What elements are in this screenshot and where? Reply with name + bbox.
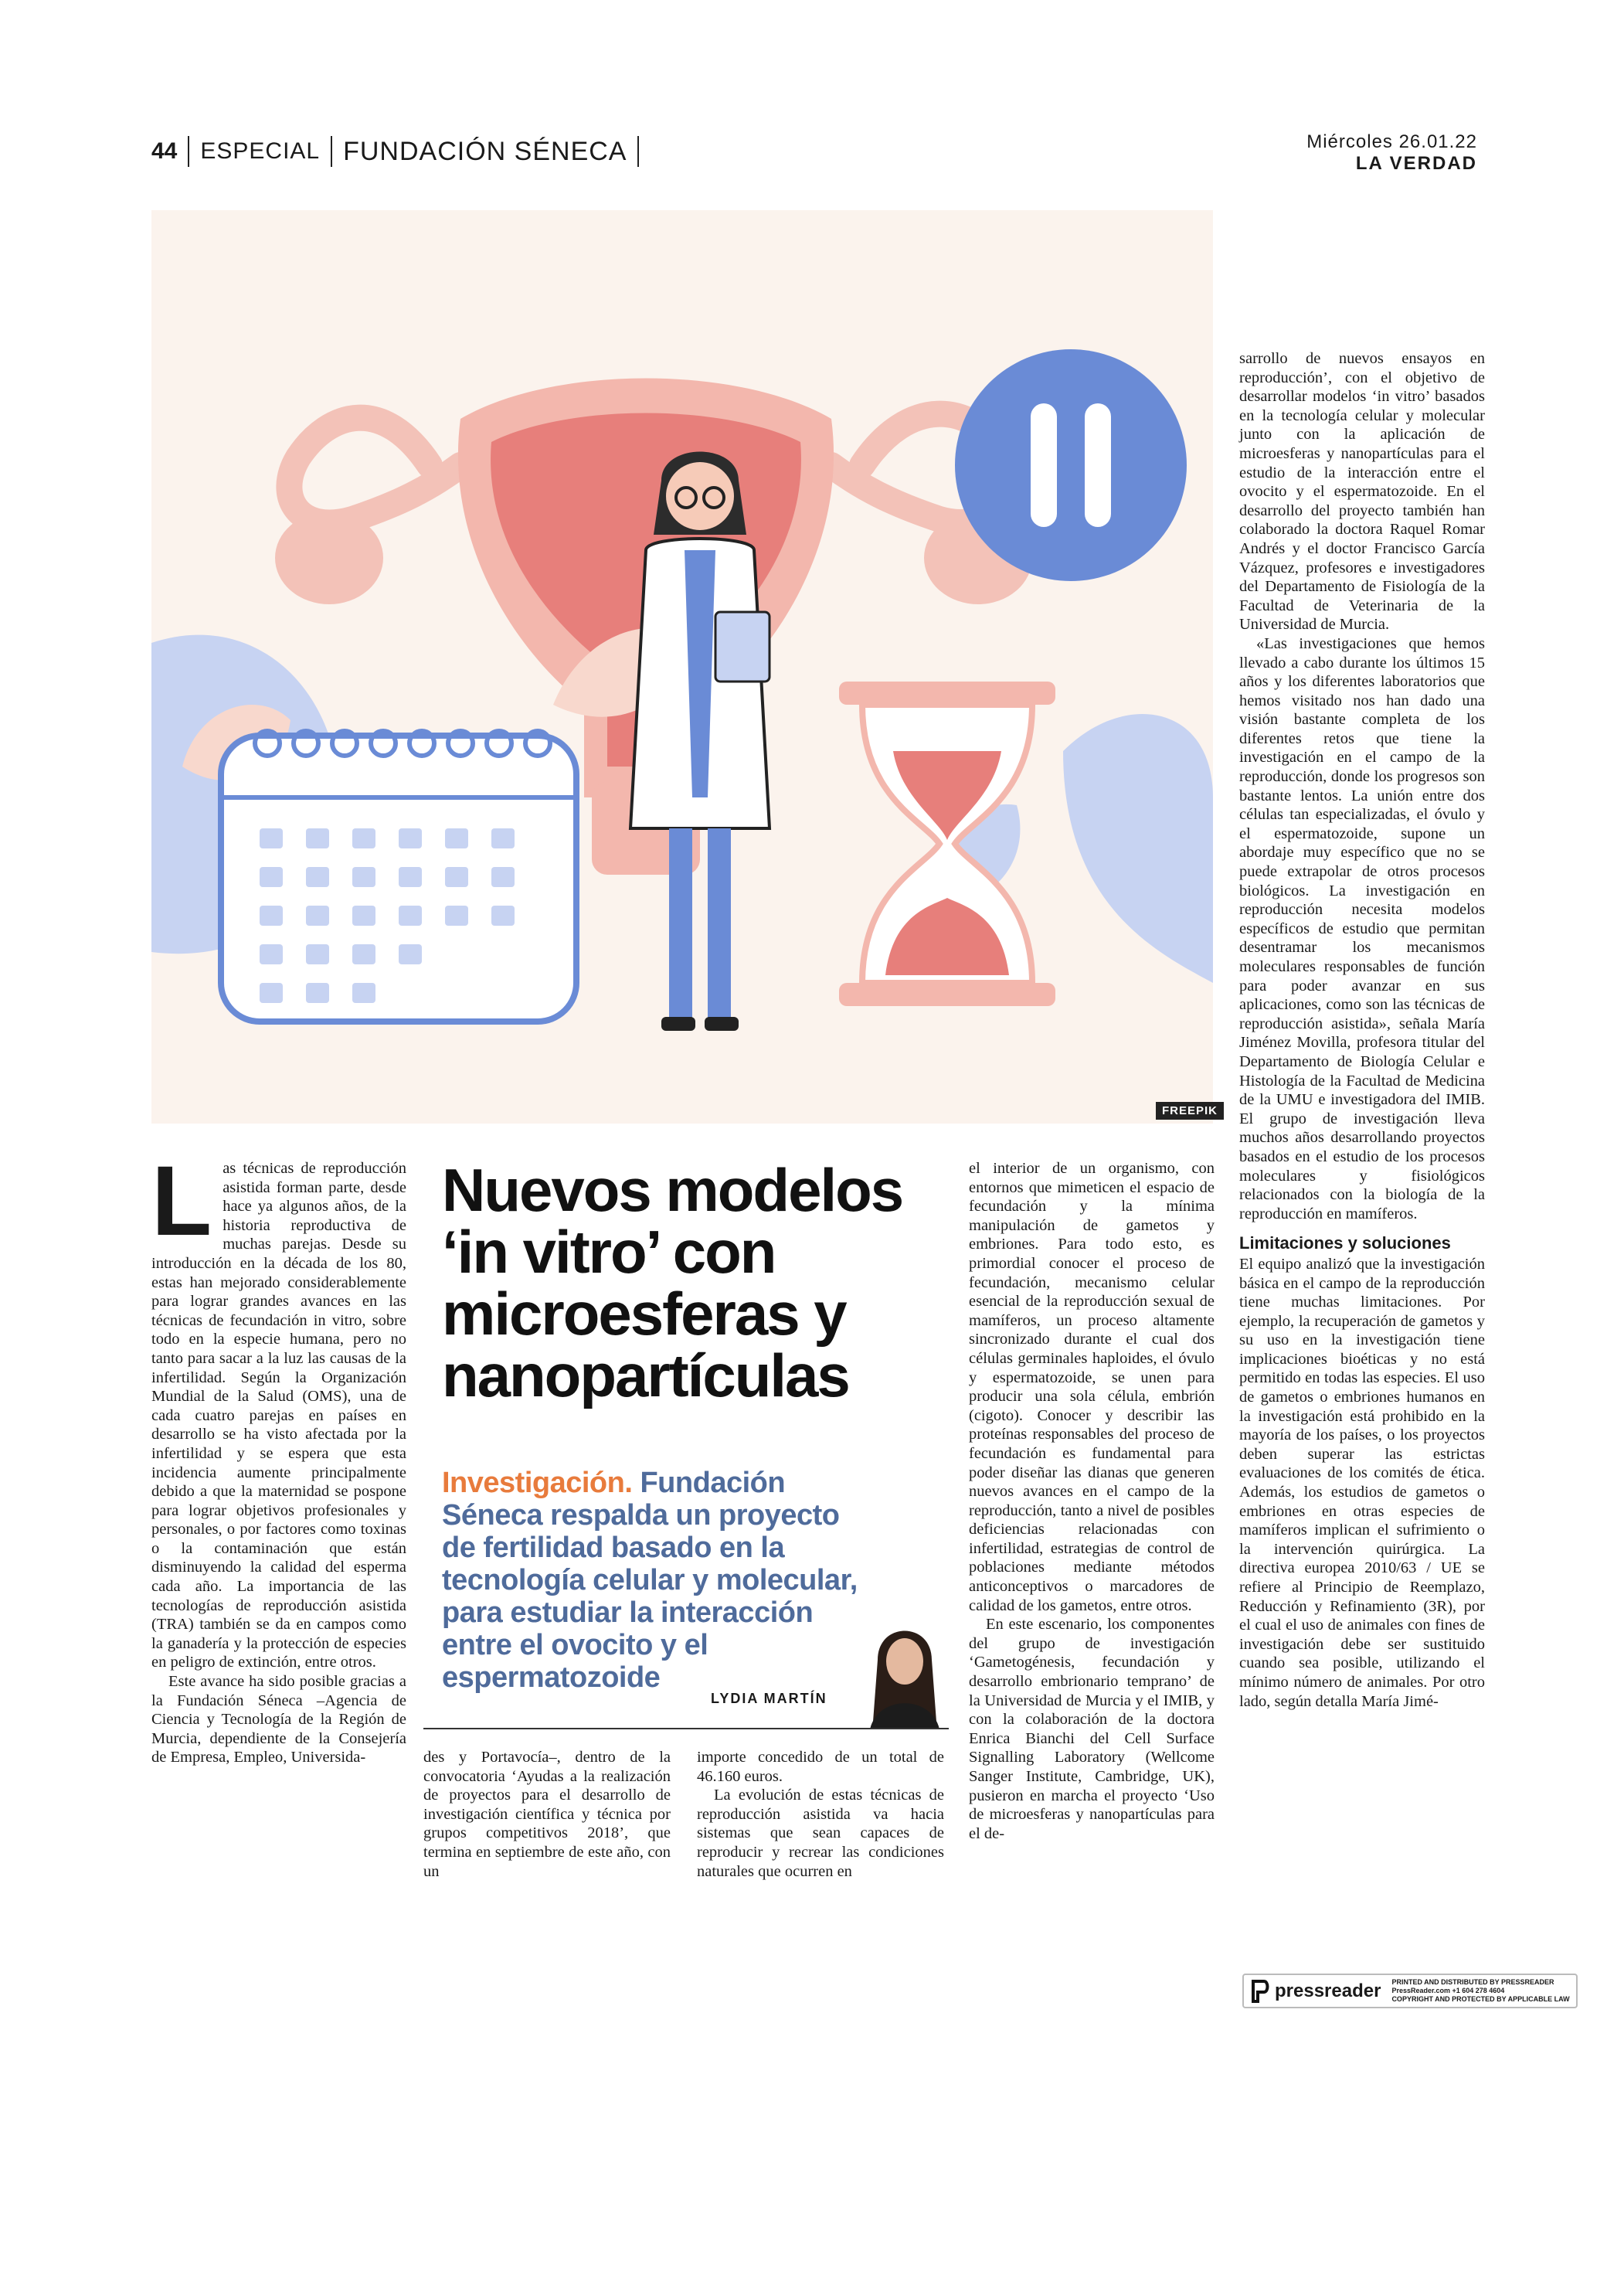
- issue-date: Miércoles 26.01.22: [1306, 131, 1477, 152]
- masthead: [1306, 131, 1477, 175]
- notice-line: PRINTED AND DISTRIBUTED BY PRESSREADER: [1391, 1978, 1554, 1986]
- pressreader-logo-icon: [1250, 1980, 1270, 2003]
- pressreader-notice: [1391, 1978, 1569, 2004]
- pause-button-icon: [955, 349, 1187, 581]
- page-header: [151, 136, 650, 167]
- paragraph: importe concedido de un total de 46.160 euros.: [697, 1749, 944, 1785]
- page-number: 44: [151, 138, 178, 164]
- newspaper-name: LA VERDAD: [1355, 153, 1477, 174]
- paragraph: La evolución de estas técnicas de reproducción asistida va hacia sistemas que sean capaces de reproducir y recrear las condiciones naturales que ocurren en: [697, 1787, 944, 1880]
- divider: [637, 136, 639, 167]
- paragraph: as técnicas de reproducción asistida forman parte, desde hace ya algunos años, de la historia reproductiva de muchas parejas. Desde su introducción en la década de los 80, estas han mejorado considerablemente para lograr grandes avances en las técnicas de fecundación in vitro, sobre todo en la especie humana, pero no tanto para sacar a la luz las causas de la infertilidad. Según la Organización Mundial de la Salud (OMS), una de cada cuatro parejas en países en desarrollo se ha visto afectada por la infertilidad y se espera que esta incidencia aumente principalmente debido a que la maternidad se pospone para lograr objetivos profesionales y personales, o por factores como toxinas o la contaminación que están disminuyendo la calidad del esperma cada año. La importancia de las tecnologías de reproducción asistida (TRA) también se da en campos como la ganadería y la protección de especies en peligro de extinción, entre otros.: [151, 1160, 406, 1671]
- paragraph: el interior de un organismo, con entornos que mimeticen el espacio de fecundación y la mínima manipulación de gametos y embriones. Para todo esto, es primordial conocer el proceso de fecundación, mecanismo celular esencial de la reproducción sexual de mamíferos, un proceso altamente sincronizado durante el cual dos células germinales haploides, el óvulo y espermatozoide, se unen para producir una sola célula, embrión (cigoto). Conocer y describir las proteínas responsables del proceso de fecundación es fundamental para poder diseñar las dianas que generen nuevos avances en el campo de la reproducción, tanto a nivel de posibles deficiencias relacionadas con infertilidad, estrategias de control de poblaciones mediante métodos anticonceptivos o marcadores de calidad de los gametos, entre otros.: [969, 1160, 1215, 1614]
- article-column-1: [151, 1146, 406, 1767]
- article-column-5: [1239, 349, 1485, 1711]
- paragraph: En este escenario, los componentes del grupo de investigación ‘Gametogénesis, fecundación y desarrollo embrionario temprano’ de la Universidad de Murcia y el IMIB, y con la colaboración de la doctora Enrica Bianchi del Cell Surface Signalling Laboratory (Wellcome Sanger Institute, Cambridge, UK), pusieron en marcha el proyecto ‘Uso de microesferas y nanopartículas para el de-: [969, 1616, 1215, 1842]
- notice-line: PressReader.com +1 604 278 4604: [1391, 1987, 1505, 1994]
- article-column-3: [697, 1748, 944, 1881]
- divider: [188, 136, 189, 167]
- divider: [423, 1728, 949, 1729]
- deck-kicker: Investigación.: [442, 1467, 633, 1499]
- divider: [331, 136, 332, 167]
- paragraph: «Las investigaciones que hemos llevado a cabo durante los últimos 15 años y los diferentes laboratorios que hemos visitado nos han dado una visión bastante completa de los diferentes retos que tiene la investigación en el campo de la reproducción, donde los progresos son bastante lentos. La unión entre dos células tan especializadas, el óvulo y el espermatozoide, supone un abordaje muy específico que no se puede extrapolar de otros procesos biológicos. La investigación en reproducción necesita modelos específicos de estudio que permitan desentramar los mecanismos moleculares responsables de función para poder avanzar en sus aplicaciones, como son las técnicas de reproducción asistida», señala María Jiménez Movilla, profesora titular del Departamento de Biología Celular e Histología de la Facultad de Medicina de la UMU e investigadora del IMIB. El grupo de investigación lleva muchos años desarrollando proyectos basados en el estudio de los procesos moleculares y fisiológicos relacionados con la biología de la reproducción en mamíferos.: [1239, 634, 1485, 1222]
- drop-cap: L: [151, 1146, 212, 1256]
- author-photo: [862, 1613, 947, 1729]
- paragraph: sarrollo de nuevos ensayos en reproducción’, con el objetivo de desarrollar modelos ‘in vitro’ basados en la tecnología celular y molecular junto con la aplicación de microesferas y nanopartículas para el estudio de la interacción entre el ovocito y el espermatozoide. En el desarrollo del proyecto también han colaborado la doctora Raquel Romar Andrés y el doctor Francisco García Vázquez, profesores e investigadores del Departamento de Fisiología de la Facultad de Veterinaria de la Universidad de Murcia.: [1239, 350, 1485, 634]
- section-label: ESPECIAL: [200, 138, 321, 164]
- deck-text: Fundación Séneca respalda un proyecto de fertilidad basado en la tecnología celular y molecular, para estudiar la interacción entre el ovocito y el espermatozoide: [442, 1467, 858, 1694]
- article-column-4: [969, 1159, 1215, 1843]
- paragraph: El equipo analizó que la investigación básica en el campo de la reproducción tiene muchas limitaciones. Por ejemplo, la recuperación de gametos y su uso en la investigación tiene implicaciones bioéticas y no está permitido en todas las especies. El uso de gametos o embriones humanos en la investigación está prohibido en la mayoría de los países, o los proyectos deben superar las estrictas evaluaciones de los comités de ética. Además, los estudios de gametos o embriones en otras especies de mamíferos implican el sufrimiento o la intervención quirúrgica. La directiva europea 2010/63 / UE se refiere al Principio de Reemplazo, Reducción y Refinamiento (3R), por el cual el uso de animales con fines de investigación debe ser sustituido cuando sea posible, utilizando el mínimo número de animales. Por otro lado, según detalla María Jimé-: [1239, 1255, 1485, 1710]
- hourglass-icon: [839, 682, 1055, 1006]
- subheading: Limitaciones y soluciones: [1239, 1233, 1451, 1253]
- pressreader-badge: [1242, 1974, 1578, 2008]
- article-column-2: [423, 1748, 671, 1881]
- notice-line: COPYRIGHT AND PROTECTED BY APPLICABLE LAW: [1391, 1995, 1570, 2003]
- calendar-icon: [221, 731, 576, 1022]
- deck: [442, 1467, 875, 1694]
- paragraph: des y Portavocía–, dentro de la convocatoria ‘Ayudas a la realización de proyectos para el desarrollo de investigación científica y técnica por grupos competitivos 2018’, que termina en septiembre de este año, con un: [423, 1749, 671, 1880]
- headline: Nuevos modelos ‘in vitro’ con microesferas y nanopartículas: [442, 1156, 903, 1409]
- paragraph: Este avance ha sido posible gracias a la Fundación Séneca –Agencia de Ciencia y Tecnología de la Región de Murcia, dependiente de la Consejería de Empresa, Empleo, Universida-: [151, 1673, 406, 1766]
- byline: LYDIA MARTÍN: [711, 1691, 827, 1706]
- article-illustration: [151, 210, 1213, 1124]
- leaf-shape: [1063, 714, 1213, 983]
- pressreader-logo: pressreader: [1275, 1980, 1381, 2001]
- subsection-label: FUNDACIÓN SÉNECA: [343, 136, 627, 166]
- photo-credit: FREEPIK: [1156, 1102, 1224, 1120]
